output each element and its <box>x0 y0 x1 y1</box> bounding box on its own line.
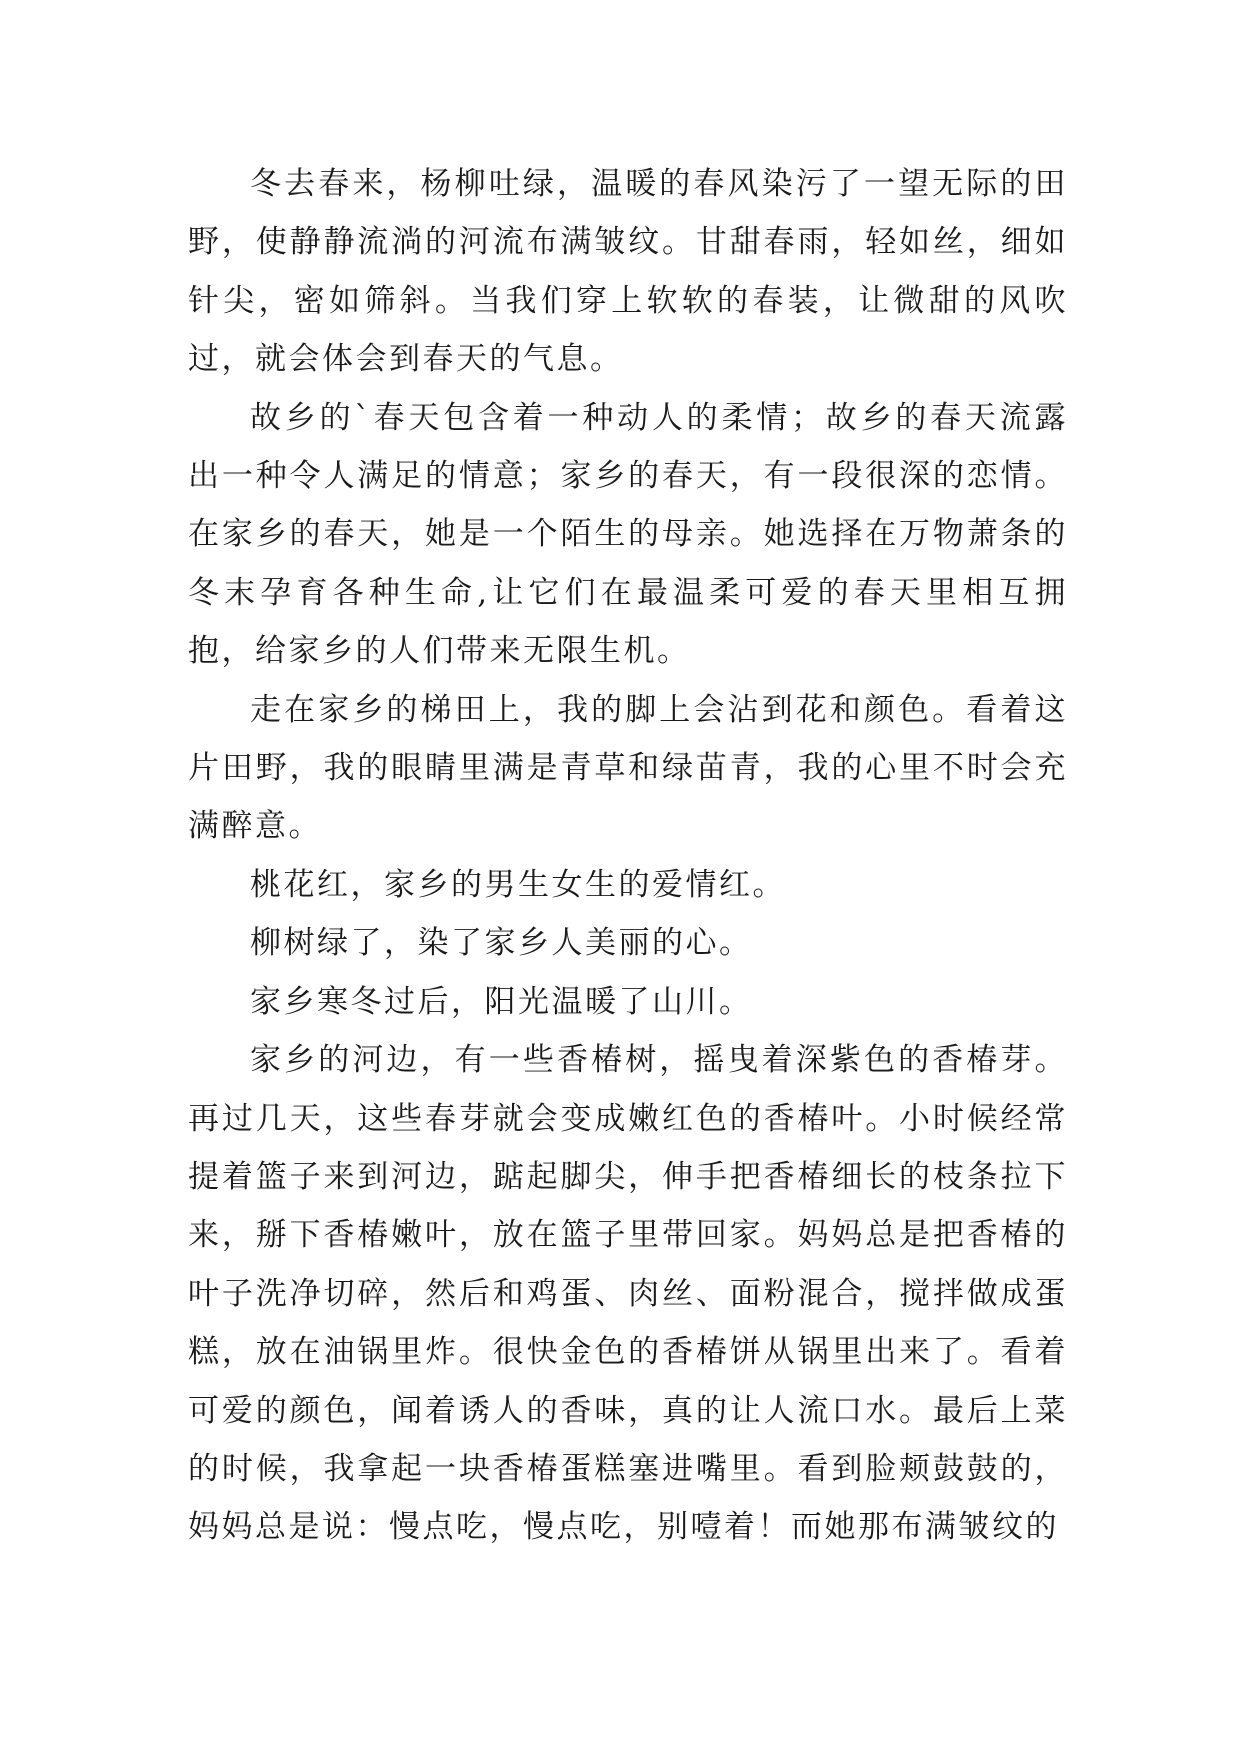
paragraph: 家乡寒冬过后，阳光温暖了山川。 <box>250 983 753 1020</box>
paragraph: 故乡的`春天包含着一种动人的柔情；故乡的春天流露出一种令人满足的情意；家乡的春天，有一段很深的恋情。在家乡的春天，她是一个陌生的母亲。她选择在万物萧条的冬末孕育各种生命,让它们在最温柔可爱的春天里相互拥抱，给家乡的人们带来无限生机。 <box>188 399 1068 670</box>
paragraph: 桃花红，家乡的男生女生的爱情红。 <box>250 866 786 903</box>
paragraph: 柳树绿了，染了家乡人美丽的心。 <box>250 925 753 962</box>
paragraph: 冬去春来，杨柳吐绿，温暖的春风染污了一望无际的田野，使静静流淌的河流布满皱纹。甘甜春雨，轻如丝，细如针尖，密如筛斜。当我们穿上软软的春装，让微甜的风吹过，就会体会到春天的气息。 <box>188 166 1068 378</box>
paragraph: 走在家乡的梯田上，我的脚上会沾到花和颜色。看着这片田野，我的眼睛里满是青草和绿苗青，我的心里不时会充满醉意。 <box>188 691 1068 845</box>
paragraph: 家乡的河边，有一些香椿树，摇曳着深紫色的香椿芽。再过几天，这些春芽就会变成嫩红色的香椿叶。小时候经常提着篮子来到河边，踮起脚尖，伸手把香椿细长的枝条拉下来，掰下香椿嫩叶，放在篮子里带回家。妈妈总是把香椿的叶子洗净切碎，然后和鸡蛋、肉丝、面粉混合，搅拌做成蛋糕，放在油锅里炸。很快金色的香椿饼从锅里出来了。看着可爱的颜色，闻着诱人的香味，真的让人流口水。最后上菜的时候，我拿起一块香椿蛋糕塞进嘴里。看到脸颊鼓鼓的，妈妈总是说：慢点吃，慢点吃，别噎着！而她那布满皱纹的 <box>188 1042 1068 1546</box>
document-body <box>188 155 1068 1557</box>
